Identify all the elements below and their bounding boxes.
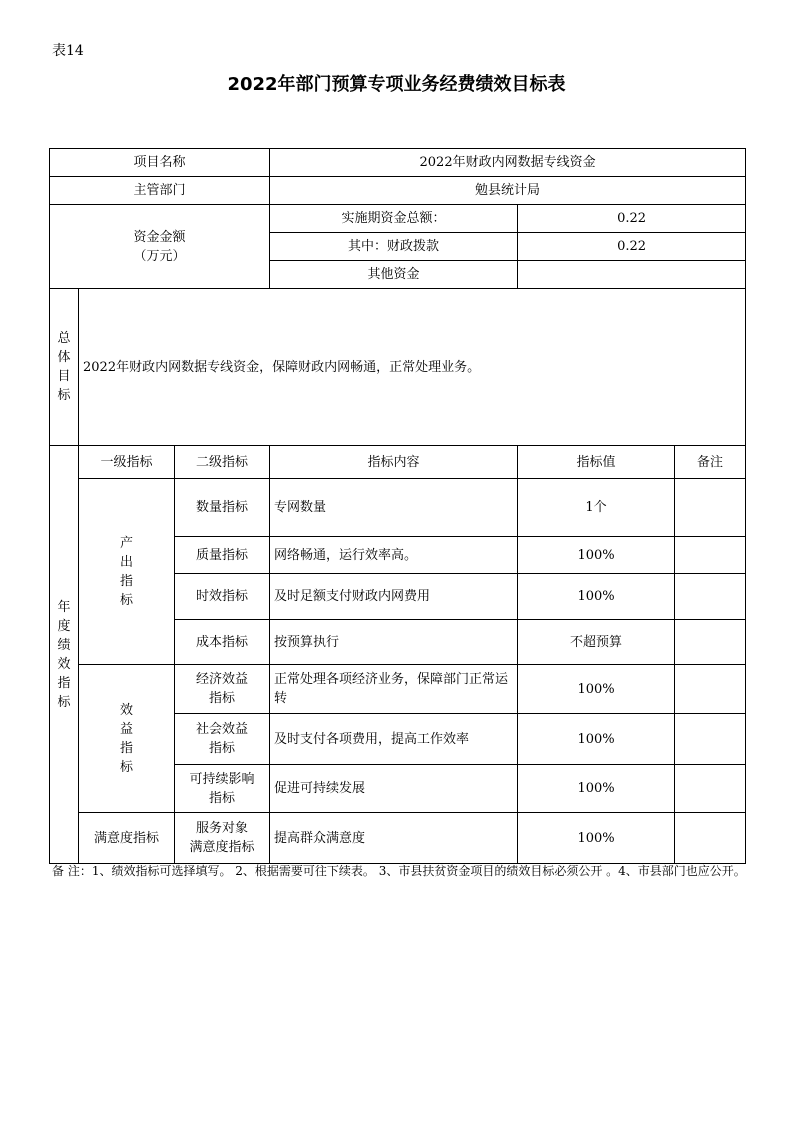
header-remark: 备注: [675, 446, 746, 479]
level2-cell: 质量指标: [175, 537, 270, 574]
overall-goal-text: 2022年财政内网数据专线资金，保障财政内网畅通，正常处理业务。: [79, 289, 746, 446]
value-cell: 100%: [518, 665, 675, 714]
total-fund-value: 0.22: [518, 205, 746, 233]
remark-cell: [675, 574, 746, 620]
content-cell: 及时足额支付财政内网费用: [270, 574, 518, 620]
department-label: 主管部门: [50, 177, 270, 205]
header-value: 指标值: [518, 446, 675, 479]
satisfaction-indicator-group: 满意度指标: [79, 813, 175, 864]
overall-goal-label: 总 体 目 标: [50, 289, 79, 446]
performance-goal-table: [49, 148, 746, 864]
indicator-header-row: [50, 446, 746, 479]
value-cell: 100%: [518, 765, 675, 813]
footnote: 备 注：1、绩效指标可选择填写。 2、根据需要可往下续表。 3、市县扶贫资金项目的绩效目标必须公开 。4、市县部门也应公开。: [52, 864, 746, 878]
other-fund-label: 其他资金: [270, 261, 518, 289]
content-cell: 正常处理各项经济业务，保障部门正常运转: [270, 665, 518, 714]
value-cell: 100%: [518, 714, 675, 765]
remark-cell: [675, 620, 746, 665]
project-name-row: [50, 149, 746, 177]
value-cell: 100%: [518, 537, 675, 574]
level2-cell: 时效指标: [175, 574, 270, 620]
content-cell: 促进可持续发展: [270, 765, 518, 813]
table-row: [50, 813, 746, 864]
remark-cell: [675, 765, 746, 813]
value-cell: 100%: [518, 574, 675, 620]
fiscal-fund-label: 其中：财政拨款: [270, 233, 518, 261]
benefit-indicator-group: 效 益 指 标: [79, 665, 175, 813]
other-fund-value: [518, 261, 746, 289]
remark-cell: [675, 813, 746, 864]
header-level2: 二级指标: [175, 446, 270, 479]
output-indicator-group: 产 出 指 标: [79, 479, 175, 665]
level2-cell: 成本指标: [175, 620, 270, 665]
content-cell: 按预算执行: [270, 620, 518, 665]
annual-indicator-label: 年 度 绩 效 指 标: [50, 446, 79, 864]
remark-cell: [675, 714, 746, 765]
project-name-label: 项目名称: [50, 149, 270, 177]
content-cell: 网络畅通，运行效率高。: [270, 537, 518, 574]
table-row: [50, 665, 746, 714]
department-value: 勉县统计局: [270, 177, 746, 205]
header-level1: 一级指标: [79, 446, 175, 479]
table-row: [50, 479, 746, 537]
level2-cell: 数量指标: [175, 479, 270, 537]
level2-cell: 社会效益 指标: [175, 714, 270, 765]
value-cell: 不超预算: [518, 620, 675, 665]
remark-cell: [675, 479, 746, 537]
header-content: 指标内容: [270, 446, 518, 479]
content-cell: 提高群众满意度: [270, 813, 518, 864]
value-cell: 100%: [518, 813, 675, 864]
remark-cell: [675, 665, 746, 714]
content-cell: 及时支付各项费用，提高工作效率: [270, 714, 518, 765]
overall-goal-row: [50, 289, 746, 446]
value-cell: 1个: [518, 479, 675, 537]
level2-cell: 经济效益 指标: [175, 665, 270, 714]
fund-amount-label-line2: （万元）: [133, 248, 186, 264]
department-row: [50, 177, 746, 205]
fund-amount-label: [50, 205, 270, 289]
table-number-label: 表14: [52, 43, 84, 59]
level2-cell: 可持续影响 指标: [175, 765, 270, 813]
content-cell: 专网数量: [270, 479, 518, 537]
fund-total-row: [50, 205, 746, 233]
project-name-value: 2022年财政内网数据专线资金: [270, 149, 746, 177]
remark-cell: [675, 537, 746, 574]
fund-amount-label-line1: 资金金额: [133, 229, 186, 245]
fiscal-fund-value: 0.22: [518, 233, 746, 261]
level2-cell: 服务对象 满意度指标: [175, 813, 270, 864]
total-fund-label: 实施期资金总额：: [270, 205, 518, 233]
page-title: 2022年部门预算专项业务经费绩效目标表: [227, 74, 566, 95]
